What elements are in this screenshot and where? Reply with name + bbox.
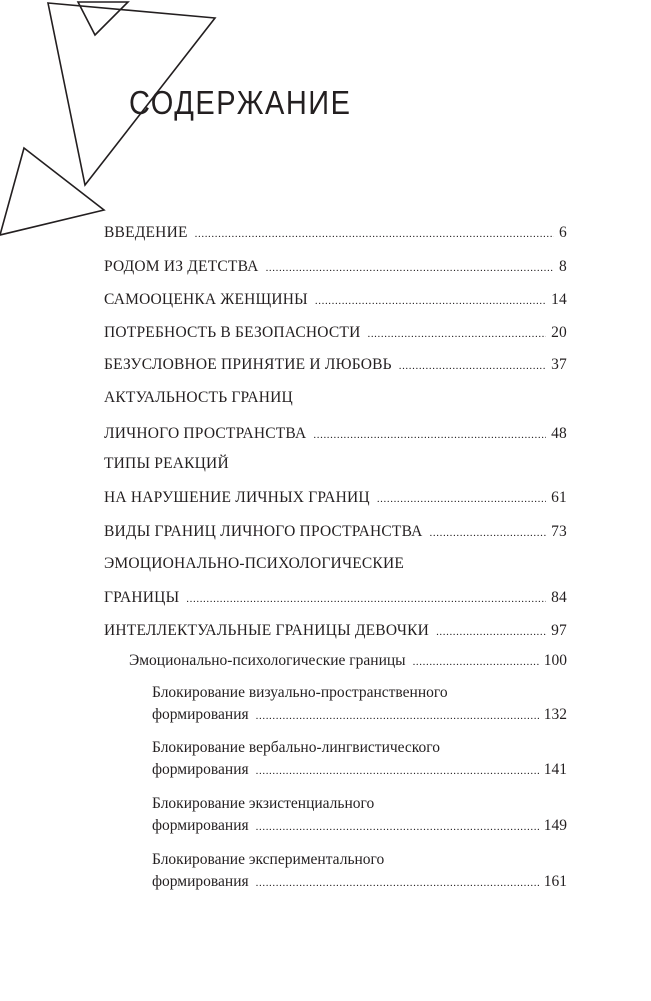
toc-subsubentry[interactable] — [152, 761, 567, 779]
toc-entry-label: ПОТРЕБНОСТЬ В БЕЗОПАСНОСТИ — [104, 324, 361, 341]
side-triangle-outline — [0, 148, 104, 235]
dot-leader — [266, 262, 554, 274]
dot-leader — [186, 593, 546, 605]
toc-entry-label: НА НАРУШЕНИЕ ЛИЧНЫХ ГРАНИЦ — [104, 489, 370, 506]
toc-subsubentry-page: 161 — [543, 873, 567, 890]
toc-subsubentry-label-line1: Блокирование вербально-лингвистического — [152, 739, 441, 756]
toc-subsubentry[interactable] — [152, 817, 567, 835]
dot-leader — [377, 493, 546, 505]
toc-entry[interactable] — [104, 224, 567, 242]
dot-leader — [399, 360, 546, 372]
toc-subsubentry-label: формирования — [152, 817, 249, 834]
dot-leader — [256, 821, 539, 833]
toc-subsubentry-label: формирования — [152, 706, 249, 723]
toc-entry-label-line1: АКТУАЛЬНОСТЬ ГРАНИЦ — [104, 389, 293, 406]
toc-entry[interactable] — [104, 291, 567, 309]
dot-leader — [367, 328, 546, 340]
toc-entry-label: ВИДЫ ГРАНИЦ ЛИЧНОГО ПРОСТРАНСТВА — [104, 523, 423, 540]
toc-entry-label-line1: ЭМОЦИОНАЛЬНО-ПСИХОЛОГИЧЕСКИЕ — [104, 555, 405, 572]
dot-leader — [315, 295, 546, 307]
toc-entry-page: 84 — [551, 589, 567, 606]
toc-entry-page: 97 — [551, 622, 567, 639]
dot-leader — [430, 527, 547, 539]
toc-entry-label: ИНТЕЛЛЕКТУАЛЬНЫЕ ГРАНИЦЫ ДЕВОЧКИ — [104, 622, 430, 639]
toc-entry[interactable] — [104, 324, 567, 342]
toc-entry-label-line1: ТИПЫ РЕАКЦИЙ — [104, 455, 229, 472]
dot-leader — [413, 656, 539, 668]
toc-entry-page: 14 — [551, 291, 567, 308]
toc-entry-label: ГРАНИЦЫ — [104, 589, 180, 606]
dot-leader — [256, 765, 539, 777]
toc-subentry-label: Эмоционально-психологические границы — [129, 652, 406, 669]
toc-entry-page: 6 — [559, 224, 567, 241]
toc-subsubentry-page: 141 — [543, 761, 567, 778]
toc-entry-label: ЛИЧНОГО ПРОСТРАНСТВА — [104, 425, 307, 442]
dot-leader — [313, 429, 546, 441]
toc-subsubentry-page: 149 — [543, 817, 567, 834]
toc-entry-label: САМООЦЕНКА ЖЕНЩИНЫ — [104, 291, 308, 308]
toc-entry[interactable] — [104, 523, 567, 541]
toc-subsubentry-label-line1: Блокирование визуально-пространственного — [152, 684, 448, 701]
toc-subentry-page: 100 — [543, 652, 567, 669]
dot-leader — [436, 626, 546, 638]
toc-subsubentry-page: 132 — [543, 706, 567, 723]
toc-entry-label: БЕЗУСЛОВНОЕ ПРИНЯТИЕ И ЛЮБОВЬ — [104, 356, 392, 373]
toc-entry[interactable] — [104, 589, 567, 607]
toc-subsubentry-label: формирования — [152, 761, 249, 778]
toc-entry-label: РОДОМ ИЗ ДЕТСТВА — [104, 258, 259, 275]
toc-subsubentry-label: формирования — [152, 873, 249, 890]
toc-entry-page: 73 — [551, 523, 567, 540]
page-title: СОДЕРЖАНИЕ — [129, 85, 352, 122]
dot-leader — [195, 228, 554, 240]
toc-entry-page: 61 — [551, 489, 567, 506]
toc-entry[interactable] — [104, 258, 567, 276]
toc-subsubentry-label-line1: Блокирование экспериментального — [152, 851, 385, 868]
toc-entry[interactable] — [104, 425, 567, 443]
toc-entry-page: 20 — [551, 324, 567, 341]
toc-entry[interactable] — [104, 489, 567, 507]
toc-entry[interactable] — [104, 356, 567, 374]
dot-leader — [256, 877, 539, 889]
toc-subsubentry[interactable] — [152, 873, 567, 891]
toc-subentry[interactable] — [129, 652, 567, 670]
toc-subsubentry-label-line1: Блокирование экзистенциального — [152, 795, 375, 812]
toc-entry-page: 37 — [551, 356, 567, 373]
toc-entry-page: 8 — [559, 258, 567, 275]
toc-subsubentry[interactable] — [152, 706, 567, 724]
dot-leader — [256, 710, 539, 722]
toc-entry-page: 48 — [551, 425, 567, 442]
toc-entry[interactable] — [104, 622, 567, 640]
toc-entry-label: ВВЕДЕНИЕ — [104, 224, 188, 241]
